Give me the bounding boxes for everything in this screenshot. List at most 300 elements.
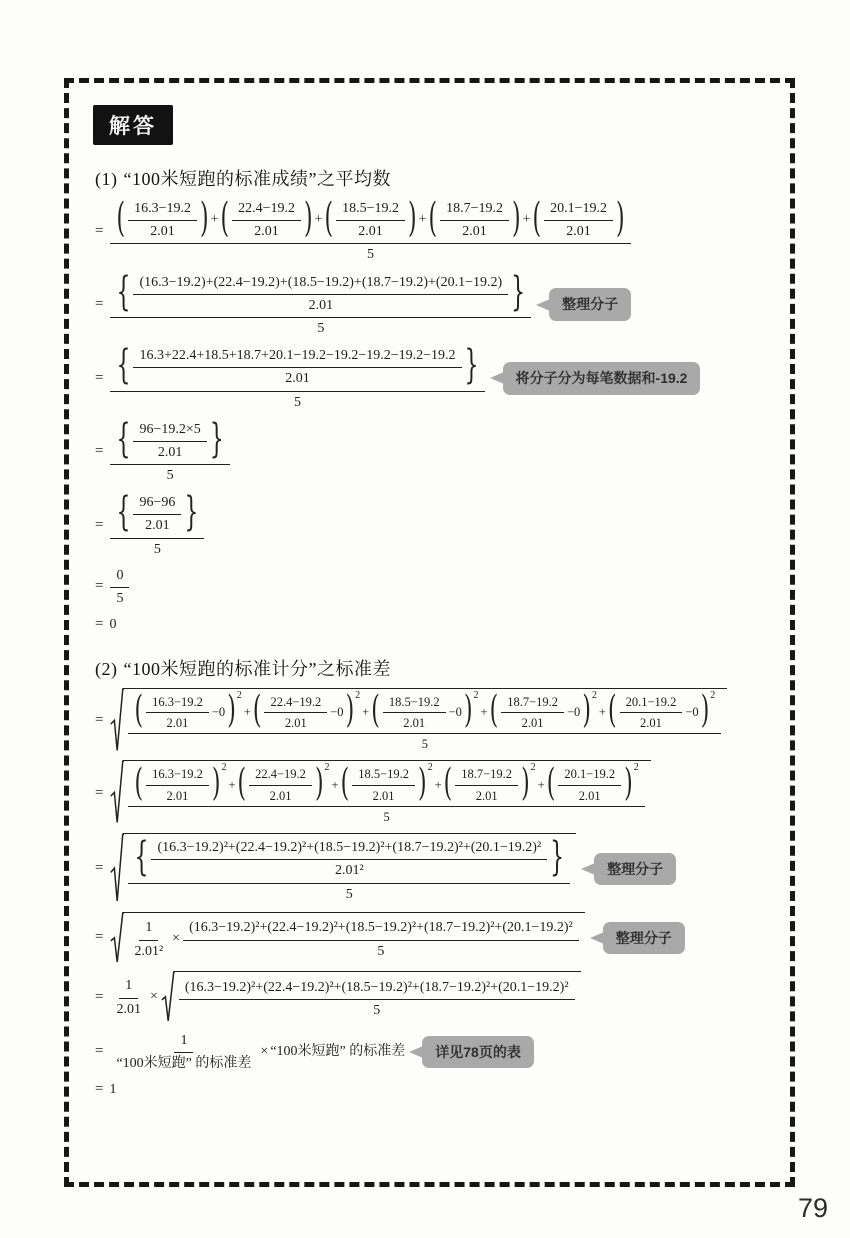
section-2 (93, 655, 790, 1100)
equation-list (93, 688, 790, 1100)
numerator (110, 269, 531, 318)
math-text: −0 (330, 704, 344, 719)
math-text: 2.01 (145, 518, 170, 534)
square-root (110, 760, 650, 826)
denominator (397, 713, 431, 731)
numerator (264, 693, 327, 713)
fraction (146, 693, 209, 732)
denominator (367, 786, 401, 804)
section-heading (95, 655, 786, 681)
fraction (110, 198, 630, 265)
close-delim: ) (615, 196, 625, 243)
denominator (456, 221, 493, 241)
math-row (144, 693, 226, 732)
numerator (455, 765, 518, 785)
math-text: 2.01 (254, 224, 279, 240)
denominator (329, 860, 370, 880)
numerator (352, 765, 415, 785)
brace-group (116, 269, 526, 316)
equation-line (93, 912, 790, 965)
math-text: 2.01² (134, 943, 164, 959)
equation-line (93, 492, 790, 559)
fraction (264, 693, 327, 732)
open-delim: ( (489, 689, 499, 733)
section-number: (1) (95, 169, 118, 189)
equation-line (93, 760, 790, 826)
delim-body (437, 199, 512, 241)
equals-sign: = (95, 860, 104, 877)
equation-line (93, 345, 790, 412)
math-text: 2.01 (166, 715, 189, 730)
delim-body (246, 765, 315, 804)
numerator (336, 199, 405, 221)
callout-text: 整理分子 (607, 860, 664, 877)
paren-group (220, 196, 313, 243)
delim-body (617, 693, 701, 732)
delim-body (229, 199, 304, 241)
math-row (262, 693, 344, 732)
paren-group (443, 762, 536, 806)
numerator (133, 346, 461, 368)
denominator (560, 221, 597, 241)
math-text: 2.01² (334, 863, 364, 879)
callout-text: 详见78页的表 (435, 1043, 521, 1060)
fraction (352, 765, 415, 804)
equals-sign: = (95, 296, 104, 313)
paren-group (237, 762, 330, 806)
superscript: 2 (324, 762, 330, 774)
math-row (133, 762, 639, 806)
math-text: + (243, 704, 251, 719)
open-delim: ( (607, 689, 617, 733)
math-row (108, 1031, 406, 1073)
radical-sign-icon (110, 833, 124, 905)
fraction (128, 689, 721, 753)
numerator (183, 918, 579, 940)
denominator (303, 295, 340, 315)
math-text: 2.01 (285, 371, 310, 387)
math-text: 2.01 (462, 224, 487, 240)
paren-group (116, 196, 209, 243)
equals-sign: = (95, 1043, 104, 1060)
equals-sign: = (95, 222, 104, 239)
delim-body (555, 765, 624, 804)
math-text: 22.4−19.2 (255, 767, 306, 782)
paren-group (546, 762, 639, 806)
fraction (128, 918, 169, 960)
brace-group (116, 490, 199, 537)
section-title: “100米短跑的标准计分”之标准差 (123, 658, 391, 679)
fraction (179, 978, 575, 1020)
numerator (174, 1031, 193, 1053)
close-delim: } (209, 417, 224, 463)
fraction (133, 493, 181, 535)
numerator (110, 419, 229, 465)
callout-bubble (594, 853, 676, 886)
square-root (110, 833, 576, 905)
math-row (381, 693, 463, 732)
math-row (499, 693, 581, 732)
section-heading (95, 165, 786, 191)
numerator (110, 345, 484, 391)
math-text: 5 (166, 468, 174, 484)
close-delim: ) (511, 196, 521, 243)
superscript: 2 (236, 689, 242, 701)
close-delim: ) (227, 689, 236, 733)
numerator (128, 764, 644, 807)
fraction (110, 1031, 257, 1073)
open-delim: { (116, 490, 131, 537)
close-delim: } (550, 835, 565, 882)
math-text: 20.1−19.2 (550, 201, 607, 216)
superscript: 2 (221, 762, 227, 774)
math-text: (16.3−19.2)²+(22.4−19.2)²+(18.5−19.2)²+(18.7−19.2)²+(20.1−19.2)² (189, 920, 573, 936)
math-row (618, 693, 700, 732)
denominator (311, 318, 330, 338)
fraction (110, 566, 129, 608)
delim-body (261, 693, 345, 732)
delim-body (498, 693, 582, 732)
open-delim: ( (324, 196, 334, 243)
equals-sign: = (95, 369, 104, 386)
equation-line (93, 688, 790, 754)
fraction (133, 346, 461, 388)
math-text: 5 (383, 809, 390, 824)
math-text: + (537, 777, 545, 792)
math-text: 22.4−19.2 (270, 694, 322, 709)
fraction (128, 199, 197, 241)
square-root (110, 688, 727, 754)
paren-group (489, 689, 597, 733)
fraction (620, 693, 683, 732)
close-delim: ) (624, 762, 633, 806)
paren-group (324, 196, 417, 243)
brace-group (116, 343, 479, 390)
denominator (516, 713, 550, 731)
delim-body (333, 199, 408, 241)
math-text: 16.3+22.4+18.5+18.7+20.1−19.2−19.2−19.2−19.2−19.2 (139, 348, 456, 364)
denominator (144, 221, 181, 241)
callout-bubble (503, 362, 701, 395)
sqrt-body (123, 688, 727, 754)
math-text: 1 (180, 1032, 188, 1048)
math-text: 18.7−19.2 (461, 767, 513, 782)
denominator (371, 941, 390, 961)
close-delim: ) (521, 762, 530, 806)
fraction (110, 269, 531, 339)
math-text: 2.01 (372, 788, 395, 803)
math-text: + (522, 212, 531, 228)
math-text: 5 (116, 591, 124, 606)
equals-sign: = (95, 616, 104, 633)
section-1 (93, 165, 790, 635)
numerator (110, 198, 630, 244)
math-text: + (434, 777, 442, 792)
fraction (151, 838, 547, 880)
open-delim: ( (532, 196, 542, 243)
open-delim: { (116, 417, 131, 463)
open-delim: { (134, 835, 149, 882)
math-text: 5 (294, 394, 301, 410)
math-text: + (362, 704, 370, 719)
math-text: 1 (145, 920, 153, 936)
square-root (161, 971, 581, 1024)
close-delim: ) (463, 689, 473, 733)
fraction (133, 420, 206, 462)
open-delim: ( (220, 196, 230, 243)
callout-text: 将分子分为每笔数据和-19.2 (515, 370, 688, 386)
open-delim: ( (443, 762, 453, 806)
sqrt-body (123, 760, 650, 826)
delim-body (130, 273, 511, 315)
answer-badge: 解答 (93, 105, 173, 145)
math-text: “100米短跑” 的标准差 (270, 1043, 406, 1059)
math-text: 1 (125, 978, 133, 994)
dashed-border-frame (64, 78, 795, 1187)
math-text: 5 (153, 541, 161, 557)
brace-group (134, 835, 565, 882)
close-delim: ) (582, 689, 591, 733)
equals-sign: = (95, 443, 104, 460)
open-delim: ( (116, 196, 126, 243)
equals-sign: = (95, 929, 104, 946)
equals-sign: = (95, 516, 104, 533)
close-delim: } (511, 269, 526, 316)
fraction (110, 976, 147, 1018)
paren-group (340, 762, 433, 806)
math-text: 2.01 (166, 788, 189, 803)
fraction (501, 693, 564, 732)
math-text: 0 (109, 616, 117, 632)
callout-tail-icon (590, 932, 604, 944)
math-text: 2.01 (308, 297, 334, 313)
denominator (340, 884, 359, 904)
open-delim: ( (252, 689, 262, 733)
denominator (139, 515, 176, 535)
close-delim: ) (211, 762, 221, 806)
equation-line (93, 971, 790, 1024)
math-text: 5 (367, 247, 375, 263)
denominator (264, 786, 298, 804)
delim-body (130, 346, 464, 388)
math-text: 18.5−19.2 (342, 201, 399, 216)
equals-sign: = (95, 711, 104, 728)
math-text: −0 (448, 704, 462, 719)
denominator (279, 368, 316, 388)
math-text: 2.01 (116, 1001, 141, 1017)
delim-body (380, 693, 464, 732)
fraction (558, 765, 621, 804)
math-text: 16.3−19.2 (152, 694, 203, 709)
open-delim: ( (134, 762, 144, 806)
denominator (279, 713, 313, 731)
equation-line (93, 566, 790, 608)
numerator (440, 199, 509, 221)
denominator (110, 1053, 257, 1073)
fraction (232, 199, 301, 241)
denominator (634, 713, 668, 731)
open-delim: ( (546, 762, 556, 806)
delim-body (143, 693, 227, 732)
delim-body (130, 493, 184, 535)
numerator (146, 765, 209, 785)
close-delim: } (184, 490, 199, 537)
denominator (152, 442, 189, 462)
math-text: 1 (109, 1081, 117, 1097)
equation-line (93, 833, 790, 905)
numerator (133, 493, 181, 515)
math-text: “100米短跑” 的标准差 (116, 1055, 252, 1071)
delim-body (541, 199, 616, 241)
open-delim: ( (371, 689, 380, 733)
denominator (367, 1000, 386, 1020)
math-text: 5 (317, 320, 325, 336)
math-text: + (210, 212, 219, 228)
denominator (161, 465, 180, 485)
close-delim: ) (407, 196, 417, 243)
superscript: 2 (710, 689, 716, 701)
fraction (455, 765, 518, 804)
paren-group (428, 196, 521, 243)
equation-line (93, 1031, 790, 1073)
open-delim: ( (428, 196, 438, 243)
numerator (620, 693, 683, 713)
open-delim: ( (134, 689, 144, 733)
math-text: 0 (116, 567, 124, 583)
numerator (146, 693, 209, 713)
paren-group (607, 689, 716, 733)
equals-sign: = (95, 784, 104, 801)
paren-group (134, 689, 242, 733)
numerator (151, 838, 547, 860)
numerator (110, 492, 204, 538)
close-delim: ) (303, 196, 313, 243)
denominator (377, 807, 395, 825)
paren-group (532, 196, 625, 243)
denominator (110, 588, 129, 608)
denominator (128, 941, 169, 961)
superscript: 2 (530, 762, 536, 774)
open-delim: { (116, 269, 131, 316)
math-text: 2.01 (284, 715, 307, 730)
fraction (146, 765, 209, 804)
callout-bubble (549, 288, 631, 321)
math-text: 2.01 (403, 715, 426, 730)
math-text: 2.01 (475, 788, 498, 803)
callout-text: 整理分子 (562, 296, 619, 313)
math-text: 20.1−19.2 (625, 694, 677, 709)
numerator (544, 199, 613, 221)
delim-body (125, 199, 200, 241)
math-text: 20.1−19.2 (564, 767, 616, 782)
math-text: 5 (345, 886, 353, 902)
math-text: −0 (685, 704, 699, 719)
fraction (133, 273, 508, 315)
denominator (416, 734, 434, 752)
numerator (133, 420, 206, 442)
fraction (110, 419, 229, 486)
math-text: 18.5−19.2 (358, 767, 409, 782)
denominator (161, 786, 195, 804)
equation-line (93, 1080, 790, 1100)
section-number: (2) (95, 658, 118, 679)
denominator (573, 786, 607, 804)
sqrt-body (123, 833, 576, 905)
numerator (501, 693, 564, 713)
math-text: 22.4−19.2 (238, 201, 295, 216)
delim-body (349, 765, 418, 804)
math-text: 2.01 (150, 224, 175, 240)
math-text: 16.3−19.2 (134, 201, 191, 216)
denominator (110, 999, 147, 1019)
math-text: (16.3−19.2)+(22.4−19.2)+(18.5−19.2)+(18.7−19.2)+(20.1−19.2) (139, 274, 503, 290)
math-text: 18.7−19.2 (446, 201, 503, 216)
math-text: 2.01 (269, 788, 292, 803)
sqrt-body (174, 971, 581, 1024)
equals-sign: = (95, 1081, 104, 1098)
section-title: “100米短跑的标准成绩”之平均数 (123, 169, 391, 189)
equation-line (93, 269, 790, 339)
math-text: −0 (211, 704, 226, 719)
numerator (133, 273, 508, 295)
fraction (440, 199, 509, 241)
fraction (544, 199, 613, 241)
delim-body (130, 420, 209, 462)
math-text: 5 (377, 943, 385, 959)
fraction (110, 492, 204, 559)
math-text: + (228, 777, 236, 792)
paren-group (371, 689, 479, 733)
square-root (110, 912, 584, 965)
superscript: 2 (427, 762, 433, 774)
superscript: 2 (473, 689, 479, 701)
equals-sign: = (95, 988, 104, 1005)
callout-tail-icon (536, 299, 550, 311)
close-delim: ) (700, 689, 710, 733)
fraction (336, 199, 405, 241)
fraction (110, 345, 484, 412)
numerator (128, 837, 570, 883)
math-row (126, 918, 580, 960)
fraction (249, 765, 312, 804)
numerator (383, 693, 446, 713)
math-text: 96−96 (139, 495, 176, 511)
solution-body (93, 165, 790, 1100)
math-text: 5 (373, 1003, 381, 1018)
open-delim: ( (340, 762, 350, 806)
equals-sign: = (95, 578, 104, 595)
callout-text: 整理分子 (615, 929, 672, 946)
math-text: 2.01 (640, 715, 662, 730)
numerator (232, 199, 301, 221)
math-text: 18.5−19.2 (388, 694, 440, 709)
close-delim: ) (345, 689, 355, 733)
callout-tail-icon (409, 1046, 423, 1058)
numerator (179, 978, 575, 1000)
numerator (139, 918, 158, 940)
open-delim: { (116, 343, 131, 390)
numerator (110, 566, 129, 588)
math-text: + (480, 704, 488, 719)
radical-sign-icon (110, 688, 124, 754)
close-delim: ) (314, 762, 324, 806)
denominator (361, 244, 380, 264)
math-text: 2.01 (521, 715, 544, 730)
denominator (352, 221, 389, 241)
denominator (248, 221, 285, 241)
numerator (128, 199, 197, 221)
close-delim: ) (199, 196, 209, 243)
